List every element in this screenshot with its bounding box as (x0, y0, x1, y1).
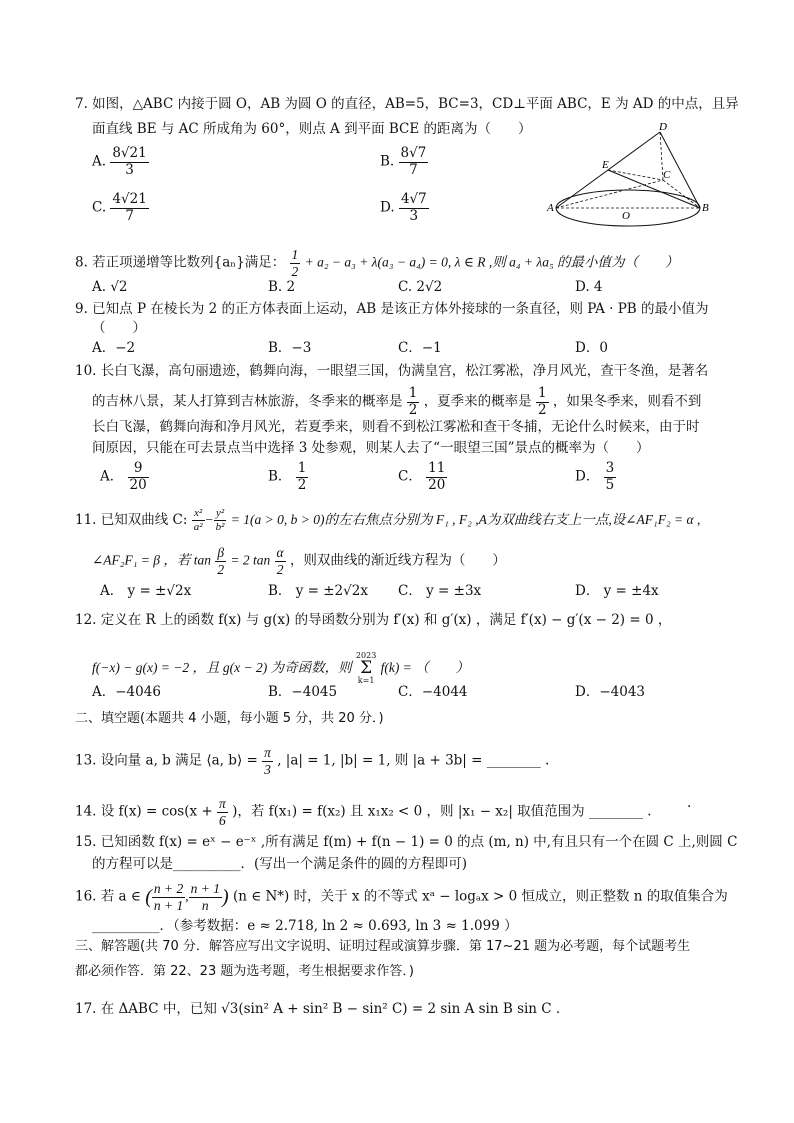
q9-option-c: C．−1 (398, 340, 442, 356)
q13-three: 3 (264, 761, 271, 777)
q13-part-a: 13. 设向量 a, b 满足 ⟨a, b⟩ = (75, 752, 258, 769)
q15-line2: 的方程可以是__________．(写出一个满足条件的圆的方程即可) (92, 856, 468, 872)
q10-summer-den: 2 (537, 401, 547, 418)
q7-option-a-den: 3 (125, 161, 134, 178)
q10-option-b-label: B． (268, 468, 292, 485)
q12-option-d: D．−4043 (575, 684, 645, 700)
q16-part-b: (n ∈ N*) 时，关于 x 的不等式 xᵃ − logₐx > 0 恒成立，则正整数 n 的取值集合为 (232, 888, 728, 905)
q7-option-a (92, 147, 149, 177)
q12-option-a: A．−4046 (92, 684, 161, 700)
q9-option-b: B．−3 (268, 340, 312, 356)
q10-option-b-den: 2 (297, 476, 307, 493)
q11-line2a: ∠AF₂F₁ = β ，若 tan (92, 552, 212, 568)
q12-sum-sym: Σ (360, 658, 373, 678)
q7-option-c-label: C. (92, 199, 107, 216)
q13-stem (75, 746, 549, 776)
q14-pi: π (219, 796, 226, 811)
q10-line2a: 的吉林八景，某人打算到吉林旅游，冬季来的概率是 (92, 393, 403, 410)
q17-stem: 17. 在 ΔABC 中，已知 √3(sin² A + sin² B − sin² C) = 2 sin A sin B sin C ． (75, 1001, 570, 1017)
q8-option-a: A. √2 (92, 279, 128, 295)
q7-figure (545, 120, 720, 230)
q10-winter-den: 2 (408, 401, 418, 418)
q12-option-b: B．−4045 (268, 684, 338, 700)
q16-f1-den: n + 1 (153, 897, 184, 913)
q10-line2b: ，夏季来的概率是 (423, 393, 532, 410)
q16-f2-den: n (201, 897, 209, 913)
q7-option-b-den: 7 (409, 161, 418, 178)
q8-option-c: C. 2√2 (398, 279, 443, 295)
q10-line1: 10. 长白飞瀑，高句丽遗迹，鹤舞向海，一眼望三国，伪满皇宫，松江雾凇，净月风光，查干冬渔，是著名 (75, 363, 709, 379)
segment-ec (608, 170, 663, 180)
q11-beta: β (215, 546, 226, 562)
segment-cb (663, 180, 700, 208)
q14-trailing-dot: . (687, 795, 692, 811)
q12-line2 (92, 652, 469, 685)
q14-six: 6 (219, 812, 226, 828)
q11-line1: 11. 已知双曲线 C: $\frac{\text{x²}}{\text{a²}}$ − $\frac{\text{y²}}{\text{b²}}$ = 1(a > 0, b > 0)的左右焦点分别为 F₁ , F₂ ,A为双曲线右支上一点,设∠AF₁F₂ = α , (75, 507, 701, 533)
q7-option-a-label: A. (92, 153, 107, 170)
q11-line1a: 11. 已知双曲线 C: (75, 512, 188, 528)
q7-option-b-label: B. (380, 153, 395, 170)
q10-option-a-num: 9 (128, 462, 149, 478)
fig-label-c: C (663, 169, 671, 181)
q14-stem (75, 795, 692, 828)
q10-option-c-den: 20 (428, 476, 446, 493)
section-solve-title-line1: 三、解答题(共 70 分．解答应写出文字说明、证明过程或演算步骤．第 17~21 题为必考题，每个试题考生 (75, 939, 691, 954)
q10-line2c: ，如果冬季来，则看不到 (552, 393, 702, 410)
q12-line2a: f(−x) − g(x) = −2 ，且 g(x − 2) 为奇函数，则 (92, 660, 352, 675)
q7-line2: 面直线 BE 与 AC 所成角为 60°，则点 A 到平面 BCE 的距离为（ ） (92, 121, 532, 137)
q16-f2-num: n + 1 (190, 881, 220, 896)
q16-line2: __________．（参考数据：e ≈ 2.718, ln 2 ≈ 0.693, ln 3 ≈ 1.099 ） (92, 918, 518, 934)
q10-option-d-num: 3 (605, 460, 615, 476)
q13-part-b: , |a| = 1, |b| = 1, 则 |a + 3b| = ________ . (277, 752, 550, 769)
q11-option-b: B． y = ±2√2x (268, 583, 368, 599)
q9-option-d: D．0 (575, 340, 608, 356)
q10-line4: 间原因，只能在可去景点当中选择 3 处参观，则某人去了“一眼望三国”景点的概率为（ ） (92, 440, 650, 456)
q10-option-c-num: 11 (428, 460, 446, 476)
q7-option-a-num: 8√21 (112, 145, 147, 161)
q14-part-b: )，若 f(x₁) = f(x₂) 且 x₁x₂ < 0 ，则 |x₁ − x₂| 取值范围为 ________ . (232, 803, 652, 820)
q16-f1-num: n + 2 (153, 881, 184, 896)
q11-x2: x² (192, 508, 205, 521)
q12-option-c: C．−4044 (398, 684, 468, 700)
q10-option-a (100, 462, 149, 492)
q12-line2b: f(k) = （ ） (380, 660, 470, 675)
q10-line3: 长白飞瀑，鹤舞向海和净月风光，若夏季来，则看不到松江雾凇和查干冬捕，无论什么时候来，由于时 (92, 419, 700, 435)
q9-line2: （ ） (92, 320, 146, 336)
q10-option-d-label: D． (575, 468, 600, 485)
q16-line1: 16. 若 a ∈ ( $\frac{n + 2}{n + 1}$ , $\frac{n + 1}{n}$ ) (n ∈ N*) 时，关于 x 的不等式 xᵃ − logₐx > 0 恒成立，则正整数 n 的取值集合为 (75, 881, 728, 913)
q13-pi: π (264, 745, 271, 760)
q11-b2: b² (215, 521, 225, 533)
q8-stem (75, 248, 679, 278)
q14-part-a: 14. 设 f(x) = cos(x + (75, 803, 213, 820)
q9-line1: 9. 已知点 P 在棱长为 2 的正方体表面上运动，AB 是该正方体外接球的一条直径，则 PA · PB 的最小值为 (75, 301, 709, 317)
q7-line1: 7. 如图，△ABC 内接于圆 O，AB 为圆 O 的直径，AB=5，BC=3，CD⊥平面 ABC，E 为 AD 的中点，且异 (75, 96, 739, 112)
q11-line2 (92, 546, 506, 576)
q10-summer-num: 1 (537, 385, 547, 401)
q10-option-b (268, 462, 308, 492)
fig-label-o: O (622, 210, 630, 222)
q11-alpha-den: 2 (276, 561, 284, 577)
q11-alpha: α (276, 545, 284, 560)
q9-option-a: A．−2 (92, 340, 136, 356)
q8-option-d: D. 4 (575, 279, 603, 295)
q8-rest: + a₂ − a₃ + λ(a₃ − a₄) = 0, λ ∈ R ,则 a₄ + λa₅ 的最小值为（ ） (304, 254, 679, 270)
section-solve-title-line2: 都必须作答．第 22、23 题为选考题，考生根据要求作答．) (75, 964, 414, 979)
q10-option-c-label: C． (398, 468, 422, 485)
fig-label-e: E (602, 159, 609, 171)
q7-option-c-num: 4√21 (112, 191, 147, 207)
q12-sum (356, 652, 376, 685)
q7-option-b-num: 8√7 (400, 145, 427, 161)
q12-line1: 12. 定义在 R 上的函数 f(x) 与 g(x) 的导函数分别为 f′(x) 和 g′(x) ，满足 f′(x) − g′(x − 2) = 0 ， (75, 612, 672, 628)
q11-option-d: D． y = ±4x (575, 583, 659, 599)
q7-option-c-den: 7 (125, 207, 134, 224)
q11-y2: y² (214, 508, 227, 521)
fig-label-a: A (547, 202, 554, 214)
q12-sum-top: 2023 (355, 651, 377, 660)
q10-option-a-label: A． (100, 468, 124, 485)
q11-beta-den: 2 (217, 561, 225, 577)
segment-ac (556, 180, 663, 208)
q10-option-d (575, 462, 616, 492)
section-fill-in-title: 二、填空题(本题共 4 小题，每小题 5 分，共 20 分．) (75, 711, 384, 726)
q11-option-a: A． y = ±√2x (100, 583, 192, 599)
q8-prefix: 8. 若正项递增等比数列{aₙ}满足： (75, 254, 286, 271)
q15-line1: 15. 已知函数 f(x) = eˣ − e⁻ˣ ,所有满足 f(m) + f(n − 1) = 0 的点 (m, n) 中,有且只有一个在圆 C 上,则圆 C (75, 834, 738, 850)
q10-option-a-den: 20 (129, 476, 147, 493)
q7-option-c (92, 193, 149, 223)
fig-label-d: D (659, 121, 667, 133)
q8-option-b: B. 2 (268, 279, 296, 295)
q7-option-d-den: 3 (409, 207, 419, 224)
q7-option-d (380, 193, 429, 223)
q11-option-c: C． y = ±3x (398, 583, 482, 599)
q7-option-d-label: D. (380, 199, 395, 216)
q10-option-b-num: 1 (297, 460, 307, 476)
q7-option-b (380, 147, 428, 177)
segment-eb (608, 170, 700, 208)
q10-option-c (398, 462, 447, 492)
fig-label-b: B (702, 202, 709, 214)
q11-a2: a² (193, 521, 203, 533)
q11-line1b: = 1(a > 0, b > 0)的左右焦点分别为 F₁ , F₂ ,A为双曲线右支上一点,设∠AF₁F₂ = α , (230, 512, 701, 527)
q8-frac-den: 2 (291, 263, 299, 279)
q10-option-d-den: 5 (605, 476, 615, 493)
q10-winter-num: 1 (408, 385, 418, 401)
q11-line2c: ，则双曲线的渐近线方程为（ ） (289, 552, 506, 569)
q16-part-a: 16. 若 a ∈ (75, 888, 141, 905)
q12-sum-bot: k=1 (357, 676, 375, 685)
q7-option-d-num: 4√7 (400, 191, 427, 207)
q11-line2b: = 2 tan (230, 552, 271, 568)
q8-frac-num: 1 (291, 247, 299, 262)
q10-line2 (92, 387, 701, 417)
